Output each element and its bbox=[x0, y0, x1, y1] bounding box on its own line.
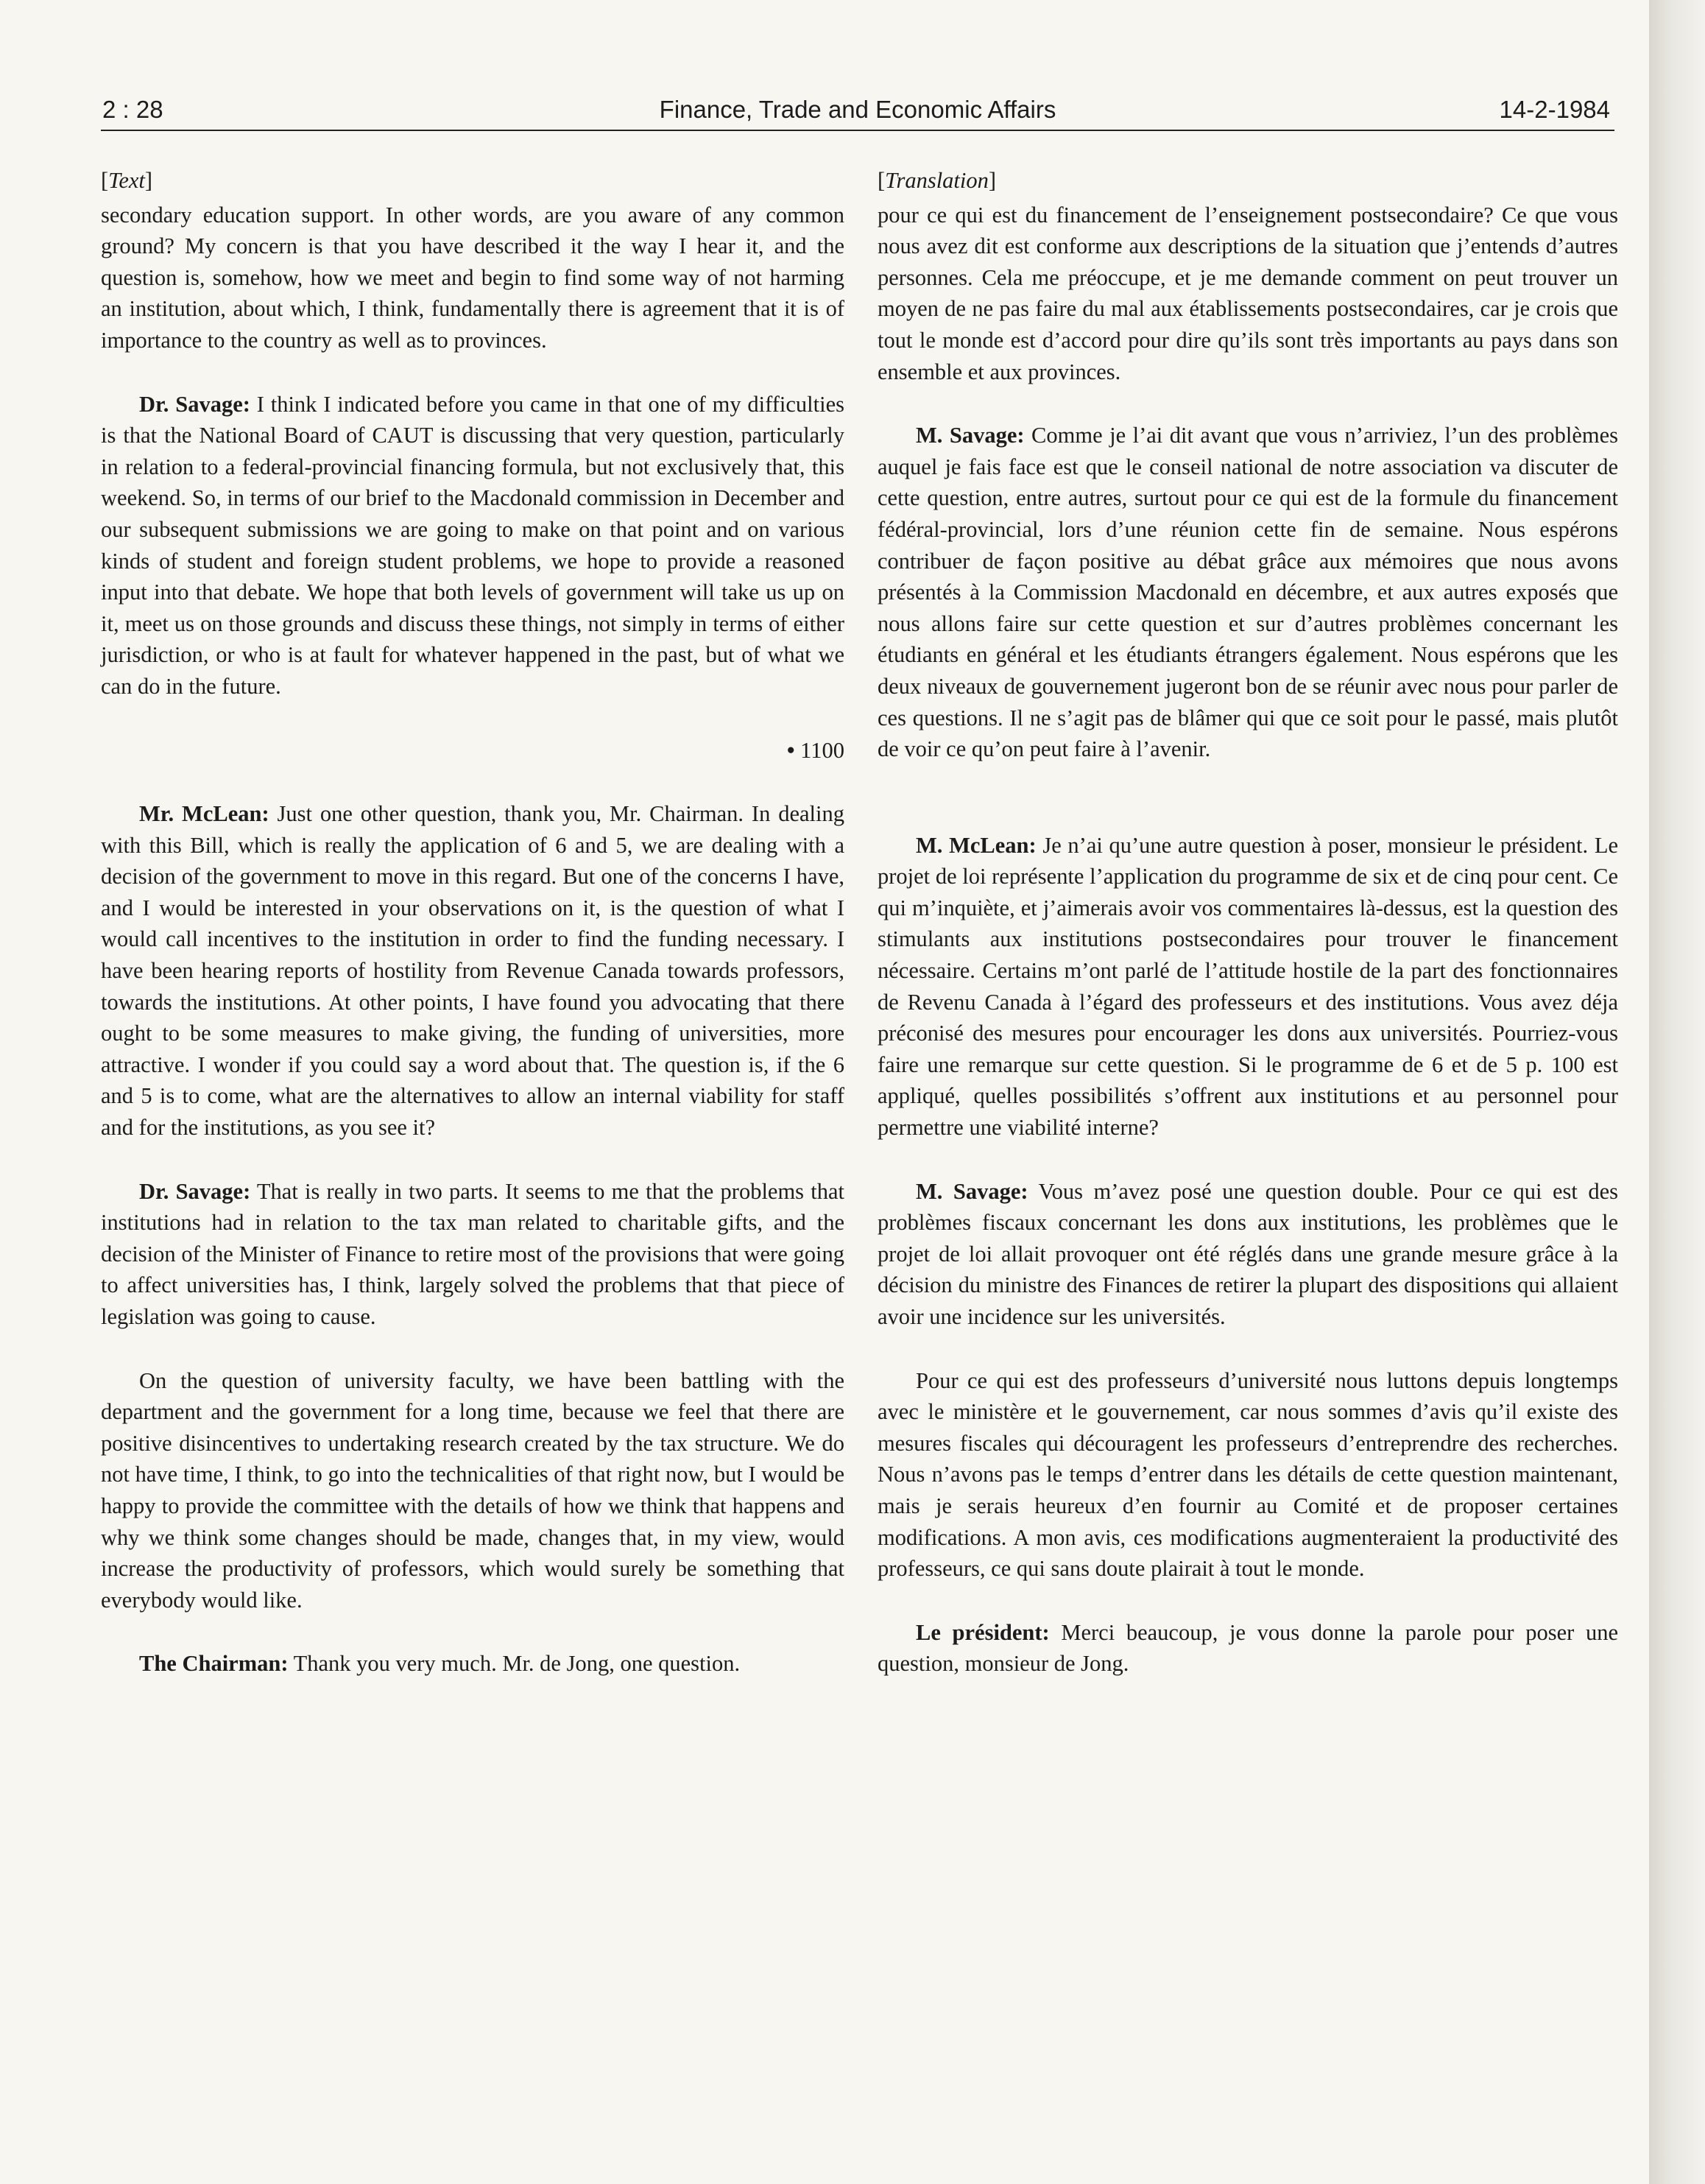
speech-text: Vous m’avez posé une question double. Pour ce qui est des problèmes fiscaux concernant les dons aux institutions, les problèmes que le projet de loi allait provoquer ont été réglés dans une grande mesure grâce à la décision du ministre des Finances de retirer la plupart des dispositions qui allaient avoir une incidence sur les universités. bbox=[878, 1178, 1619, 1329]
page-edge bbox=[1649, 0, 1705, 2184]
speech-text: That is really in two parts. It seems to me that the problems that institutions had in relation to the tax man related to charitable gifts, and the decision of the Minister of Finance to retire most of the provisions that were going to affect universities has, I think, largely solved the problems that that piece of legislation was going to cause. bbox=[101, 1178, 844, 1329]
running-title: Finance, Trade and Economic Affairs bbox=[659, 96, 1056, 123]
paragraph bbox=[101, 389, 844, 702]
speech-text: Just one other question, thank you, Mr. Chairman. In dealing with this Bill, which is really the application of 6 and 5, we are dealing with a decision of the government to move in this regard. But one of the concerns I have, and I would be interested in your observations on it, is the question of what I would call incentives to the institution in order to find the funding necessary. I have been hearing reports of hostility from Revenue Canada towards professors, towards the institutions. At other points, I have found you advocating that there ought to be some measures to make giving, the funding of universities, more attractive. I wonder if you could say a word about that. The question is, if the 6 and 5 is to come, what are the alternatives to allow an internal viability for staff and for the institutions, as you see it? bbox=[101, 801, 844, 1141]
paragraph bbox=[101, 798, 844, 1144]
paragraph bbox=[878, 420, 1618, 765]
time-marker: • 1100 bbox=[786, 737, 844, 763]
language-tag: [Text] bbox=[101, 168, 153, 193]
speech-text: Je n’ai qu’une autre question à poser, monsieur le président. Le projet de loi représente l’application du programme de six et de cinq pour cent. Ce qui m’inquiète, et j’aimerais avoir vos commentaires là-dessus, est la question des stimulants aux institutions postsecondaires pour trouver le financement nécessaire. Certains m’ont parlé de l’attitude hostile de la part des fonctionnaires de Revenu Canada à l’égard des professeurs et des institutions. Vous avez déja préconisé des mesures pour encourager les dons aux universités. Pourriez-vous faire une remarque sur cette question. Si le programme de 6 et de 5 p. 100 est appliqué, quelles possibilités s’offrent aux institutions et au personnel pour permettre une viabilité interne? bbox=[878, 832, 1618, 1141]
speech-text: Comme je l’ai dit avant que vous n’arriviez, l’un des problèmes auquel je fais face est que le conseil national de notre association va discuter de cette question, entre autres, surtout pour ce qui est de la formule du financement fédéral-provincial, lors d’une réunion cette fin de semaine. Nous espérons contribuer de façon positive au débat grâce aux mémoires que nous avons présentés à la Commission Macdonald en décembre, et aux autres exposés que nous allons faire sur cette question et sur d’autres problèmes concernant les étudiants en général et les étudiants étrangers également. Nous espérons que les deux niveaux de gouvernement jugeront bon de se réunir avec nous pour parler de ces questions. Il ne s’agit pas de blâmer qui que ce soit pour le passé, mais plutôt de voir ce qu’on peut faire à l’avenir. bbox=[878, 423, 1618, 762]
speech-text: Merci beaucoup, je vous donne la parole pour poser une question, monsieur de Jong. bbox=[878, 1619, 1618, 1677]
speaker-name: Mr. McLean: bbox=[139, 801, 269, 827]
paragraph: On the question of university faculty, we have been battling with the department and the government for a long time, because we feel that there are positive disincentives to undertaking research created by the tax structure. We do not have time, I think, to go into the technicalities of that right now, but I would be happy to provide the committee with the details of how we think that happens and why we think some changes should be made, changes that, in my view, would increase the productivity of professors, which would surely be something that everybody would like. bbox=[101, 1367, 844, 1613]
french-column bbox=[878, 165, 1618, 1712]
english-column bbox=[101, 165, 844, 1712]
paragraph bbox=[101, 1176, 844, 1333]
paragraph bbox=[878, 1176, 1618, 1333]
language-tag: [Translation] bbox=[878, 168, 997, 193]
speaker-name: Le président: bbox=[916, 1619, 1050, 1645]
paragraph: secondary education support. In other words, are you aware of any common ground? My concern is that you have described it the way I hear it, and the question is, somehow, how we meet and begin to find some way of not harming an institution, about which, I think, fundamentally there is agreement that it is of importance to the country as well as to provinces. bbox=[101, 202, 844, 353]
header-date: 14-2-1984 bbox=[1499, 96, 1610, 123]
paragraph bbox=[878, 1617, 1618, 1680]
page-number: 2 : 28 bbox=[102, 96, 163, 123]
paragraph: pour ce qui est du financement de l’enseignement postsecondaire? Ce que vous nous avez dit est conforme aux descriptions de la situation que j’entends d’autres personnes. Cela me préoccupe, et je me demande comment on peut trouver un moyen de ne pas faire du mal aux établissements postsecondaires, car je crois que tout le monde est d’accord pour dire qu’ils sont très importants au pays dans son ensemble et aux provinces. bbox=[878, 202, 1618, 384]
page-header bbox=[101, 87, 1614, 131]
paragraph: Pour ce qui est des professeurs d’université nous luttons depuis longtemps avec le ministère et le gouvernement, car nous sommes d’avis qu’il existe des mesures fiscales qui découragent les professeurs d’entreprendre des recherches. Nous n’avons pas le temps d’entrer dans les détails de cette question maintenant, mais je serais heureux d’en fournir au Comité et de proposer certaines modifications. A mon avis, ces modifications augmenteraient la productivité des professeurs, ce qui sans doute plairait à tout le monde. bbox=[878, 1367, 1618, 1582]
speaker-name: Dr. Savage: bbox=[139, 391, 250, 417]
paragraph bbox=[101, 1648, 844, 1680]
speech-text: I think I indicated before you came in that one of my difficulties is that the National Board of CAUT is discussing that very question, particularly in relation to a federal-provincial financing formula, but not exclusively that, this weekend. So, in terms of our brief to the Macdonald commission in December and our subsequent submissions we are going to make on that point and on various kinds of student and foreign student problems, we hope to provide a reasoned input into that debate. We hope that both levels of government will take us up on it, meet us on those grounds and discuss these things, not simply in terms of either jurisdiction, or who is at fault for whatever happened in the past, but of what we can do in the future. bbox=[101, 391, 844, 699]
spacer bbox=[878, 797, 1618, 830]
speaker-name: M. McLean: bbox=[916, 832, 1037, 858]
paragraph bbox=[878, 830, 1618, 1144]
speaker-name: M. Savage: bbox=[916, 1178, 1028, 1204]
speaker-name: Dr. Savage: bbox=[139, 1178, 251, 1204]
header-rule bbox=[101, 130, 1614, 131]
speech-text: Thank you very much. Mr. de Jong, one question. bbox=[288, 1651, 741, 1677]
speaker-name: M. Savage: bbox=[916, 423, 1025, 448]
speaker-name: The Chairman: bbox=[139, 1651, 289, 1677]
